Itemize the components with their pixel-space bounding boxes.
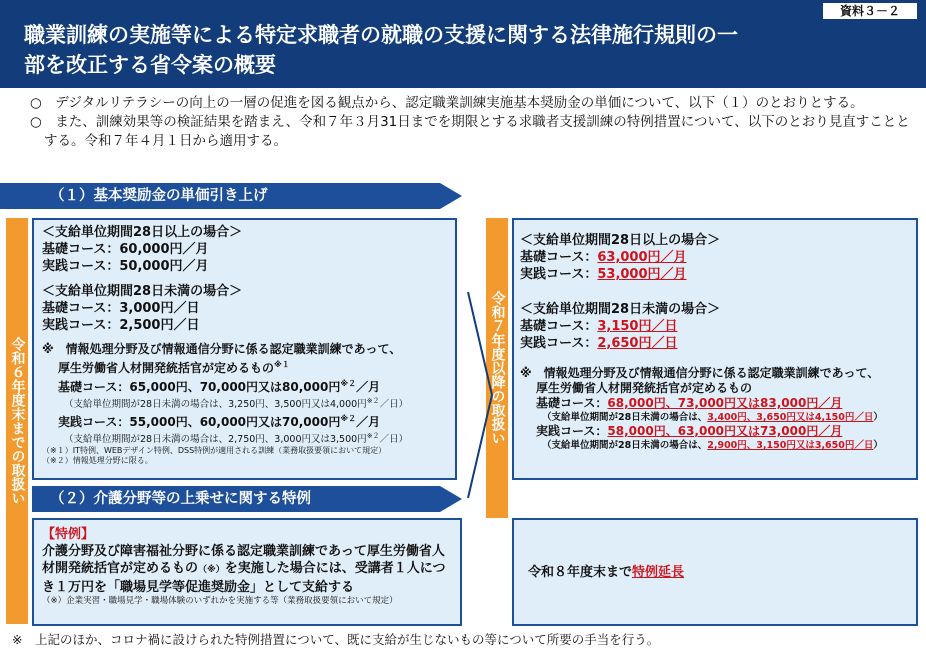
left-footnote-2: （※２）情報処理分野に限る。: [42, 456, 153, 466]
left-footnote-1: （※１）IT特例、WEBデザイン特例、DSS特例が適用される訓練（業務取扱要領において規定）: [42, 446, 387, 456]
left-it-note-b: 厚生労働省人材開発統括官が定めるもの$^{※1}$: [58, 360, 290, 375]
left-period-tab: 令和６年度末までの取扱い: [6, 218, 28, 624]
section1-banner: [0, 183, 440, 209]
left-it-practice-daily: （支給単位期間が28日未満の場合は、2,750円、3,000円又は3,500円$^{※2}$／日）: [64, 432, 409, 446]
right-it-practice: 実践コース：58,000円、63,000円又は73,000円／月: [536, 424, 843, 438]
left-current-rates-box: [32, 218, 457, 480]
header-banner: [0, 0, 926, 88]
left-heading-28-plus: ＜支給単位期間28日以上の場合＞: [42, 225, 243, 240]
document-label: 資料３－２: [822, 2, 918, 20]
right-basic-monthly: 基礎コース：63,000円／月: [520, 250, 687, 265]
left-basic-daily: 基礎コース：3,000円／日: [42, 301, 200, 316]
left-basic-monthly: 基礎コース：60,000円／月: [42, 242, 209, 257]
intro-text: [30, 94, 910, 151]
right-it-basic-daily: （支給単位期間が28日未満の場合は、3,400円、3,650円又は4,150円／日）: [542, 412, 883, 423]
right-basic-daily: 基礎コース：3,150円／日: [520, 319, 678, 334]
footer-note: ※ 上記のほか、コロナ禍に設けられた特例措置について、既に支給が生じないもの等について所要の手当を行う。: [12, 632, 660, 647]
right-practice-daily: 実践コース：2,650円／日: [520, 336, 678, 351]
page-title: [24, 20, 894, 80]
left-it-note-a: ※ 情報処理分野及び情報通信分野に係る認定職業訓練であって、: [42, 342, 402, 356]
special-extension-text: 令和８年度末まで特例延長: [528, 564, 685, 580]
left-heading-28-under: ＜支給単位期間28日未満の場合＞: [42, 284, 243, 299]
right-practice-monthly: 実践コース：53,000円／月: [520, 267, 687, 282]
section2-title: （２）介護分野等の上乗せに関する特例: [50, 491, 311, 507]
left-it-basic: 基礎コース：65,000円、70,000円又は80,000円$^{※2}$／月: [58, 379, 381, 394]
special-measure-current-box: [32, 518, 462, 626]
right-new-rates-box: [512, 218, 918, 480]
special-footnote: （※）企業実習・職場見学・職場体験のいずれかを実施する等（業務取扱要領において規定）: [42, 596, 398, 606]
right-period-tab: 令和７年度以降の取扱い: [486, 218, 508, 518]
section2-banner: [32, 486, 440, 512]
right-heading-28-plus: ＜支給単位期間28日以上の場合＞: [520, 233, 721, 248]
right-it-note-a: ※ 情報処理分野及び情報通信分野に係る認定職業訓練であって、: [520, 366, 880, 380]
right-it-note-b: 厚生労働省人材開発統括官が定めるもの: [536, 381, 753, 395]
right-it-basic: 基礎コース：68,000円、73,000円又は83,000円／月: [536, 396, 843, 410]
left-it-practice: 実践コース：55,000円、60,000円又は70,000円$^{※2}$／月: [58, 414, 381, 430]
title-line-1: 職業訓練の実施等による特定求職者の就職の支援に関する法律施行規則の一: [24, 23, 738, 47]
special-tag: 【特例】: [42, 527, 95, 542]
intro-bullet-1: ○ デジタルリテラシーの向上の一層の促進を図る観点から、認定職業訓練実施基本奨励金の単価について、以下（１）のとおりとする。: [30, 95, 864, 111]
left-it-basic-daily: （支給単位期間が28日未満の場合は、3,250円、3,500円又は4,000円$^{※2}$／日）: [64, 397, 409, 411]
right-heading-28-under: ＜支給単位期間28日未満の場合＞: [520, 302, 721, 317]
left-practice-monthly: 実践コース：50,000円／月: [42, 259, 209, 274]
section1-title: （１）基本奨励金の単価引き上げ: [50, 188, 268, 204]
transition-arrow-icon: [466, 290, 496, 500]
intro-bullet-2: ○ また、訓練効果等の検証結果を踏まえ、令和７年３月31日までを期限とする求職者支援訓練の特例措置について、以下のとおり見直すこととする。令和７年４月１日から適用する。: [30, 114, 910, 149]
right-it-practice-daily: （支給単位期間が28日未満の場合は、2,900円、3,150円又は3,650円／日）: [542, 440, 883, 451]
left-practice-daily: 実践コース：2,500円／日: [42, 318, 200, 333]
special-description: 介護分野及び障害福祉分野に係る認定職業訓練であって厚生労働省人材開発統括官が定めるもの（※）を実施した場合には、受講者１人につき１万円を「職場見学等促進奨励金」として支給する: [42, 544, 446, 595]
title-line-2: 部を改正する省令案の概要: [24, 53, 276, 77]
special-measure-new-box: [512, 518, 918, 626]
